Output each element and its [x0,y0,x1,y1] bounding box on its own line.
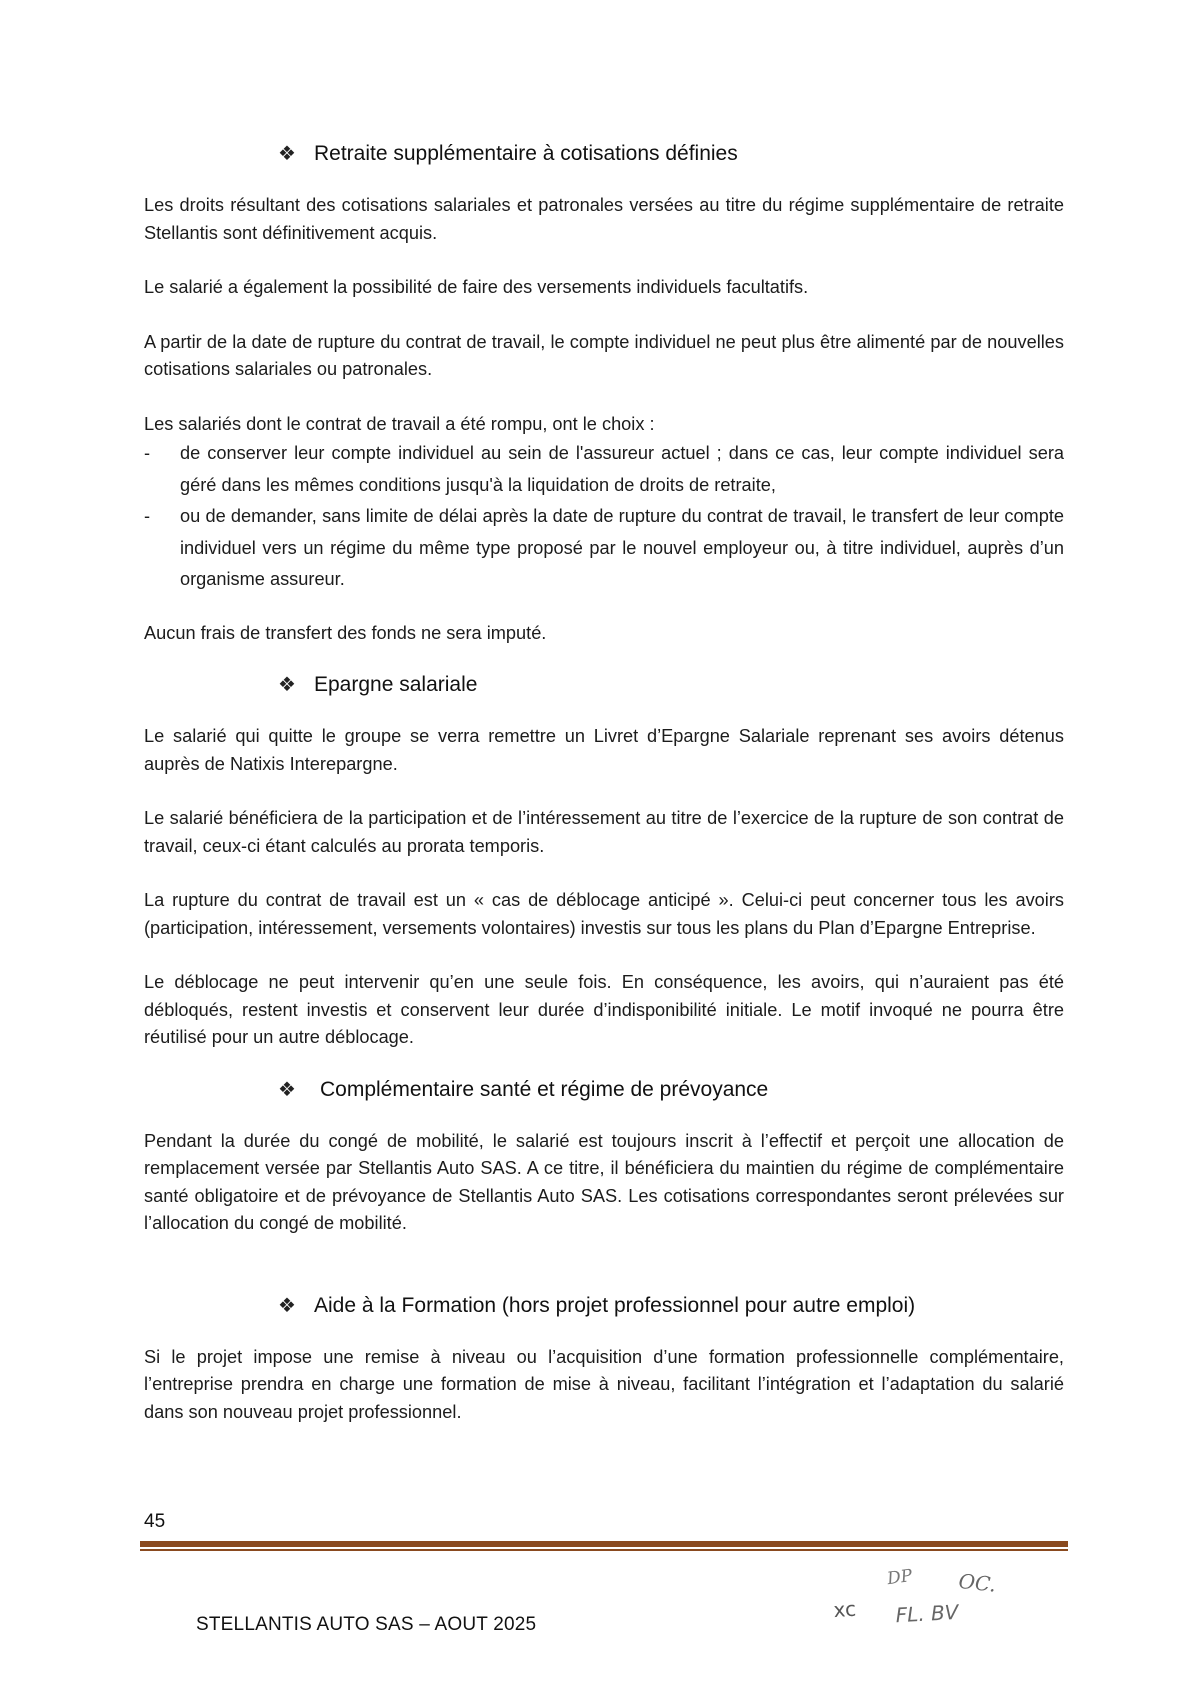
paragraph: Si le projet impose une remise à niveau ou l’acquisition d’une formation professionnelle complémentaire, l’entreprise prendra en charge une formation de mise à niveau, facilitant l’intégration et l’adaptation du salarié dans son nouveau projet professionnel. [144,1346,1064,1422]
paragraph: A partir de la date de rupture du contrat de travail, le compte individuel ne peut plus être alimenté par de nouvelles cotisations salariales ou patronales. [144,331,1064,379]
section-heading-formation [278,1292,1064,1320]
paragraph: Le déblocage ne peut intervenir qu’en une seule fois. En conséquence, les avoirs, qui n’auraient pas été débloqués, restent investis et conservent leur durée d’indisponibilité initiale. Le motif invoqué ne pourra être réutilisé pour un autre déblocage. [144,972,1064,1047]
list-item [144,501,1064,596]
footer-rule-thin [140,1549,1068,1551]
section-title: Retraite supplémentaire à cotisations définies [314,142,738,165]
four-diamond-bullet-icon: ❖ [278,143,296,165]
dash-bullet: - [144,443,151,463]
initials-oc: OC. [957,1568,998,1597]
initials-dp: DP [885,1565,914,1590]
list-item-text: de conserver leur compte individuel au sein de l'assureur actuel ; dans ce cas, leur compte individuel sera géré dans les mêmes conditions jusqu'à la liquidation de droits de retraite, [180,443,1064,495]
choice-list [144,438,1064,596]
list-item [144,438,1064,501]
paragraph: Le salarié bénéficiera de la participation et de l’intéressement au titre de l’exercice de la rupture de son contrat de travail, ceux-ci étant calculés au prorata temporis. [144,808,1064,856]
paragraph: Le salarié qui quitte le groupe se verra remettre un Livret d’Epargne Salariale reprenant ses avoirs détenus auprès de Natixis Interepargne. [144,726,1064,774]
section-heading-epargne [278,671,1064,699]
section-title: Aide à la Formation (hors projet professionnel pour autre emploi) [314,1293,916,1317]
list-intro: Les salariés dont le contrat de travail a été rompu, ont le choix : [144,413,655,434]
paragraph: La rupture du contrat de travail est un « cas de déblocage anticipé ». Celui-ci peut concerner tous les avoirs (participation, intéressement, versements volontaires) investis sur tous les plans du Plan d’Epargne Entreprise. [144,890,1064,938]
initials-fl-bv: FL. BV [895,1599,959,1628]
paragraph: Les droits résultant des cotisations salariales et patronales versées au titre du régime supplémentaire de retraite Stellantis sont définitivement acquis. [144,195,1064,243]
list-item-text: ou de demander, sans limite de délai après la date de rupture du contrat de travail, le transfert de leur compte individuel vers un régime du même type proposé par le nouvel employeur ou, à titre individuel, auprès d’un organisme assureur. [180,506,1064,589]
footer-text: STELLANTIS AUTO SAS – AOUT 2025 [196,1614,537,1635]
section-title: Epargne salariale [314,673,478,696]
footer-rule [140,1541,1068,1547]
four-diamond-bullet-icon: ❖ [278,1078,296,1101]
page-number: 45 [144,1511,166,1532]
initials-xc: xc [832,1596,857,1623]
page-content [144,140,1064,1453]
four-diamond-bullet-icon: ❖ [278,1294,296,1317]
section-heading-retraite [278,140,1064,168]
dash-bullet: - [144,506,151,526]
section-heading-sante [278,1076,1064,1104]
handwritten-initials [830,1560,1030,1640]
paragraph: Le salarié a également la possibilité de faire des versements individuels facultatifs. [144,277,809,297]
four-diamond-bullet-icon: ❖ [278,674,296,696]
paragraph: Pendant la durée du congé de mobilité, le salarié est toujours inscrit à l’effectif et perçoit une allocation de remplacement versée par Stellantis Auto SAS. A ce titre, il bénéficiera du maintien du régime de complémentaire santé obligatoire et de prévoyance de Stellantis Auto SAS. Les cotisations correspondantes seront prélevées sur l’allocation du congé de mobilité. [144,1130,1064,1233]
section-title: Complémentaire santé et régime de prévoyance [320,1077,769,1101]
paragraph: Aucun frais de transfert des fonds ne sera imputé. [144,622,547,643]
